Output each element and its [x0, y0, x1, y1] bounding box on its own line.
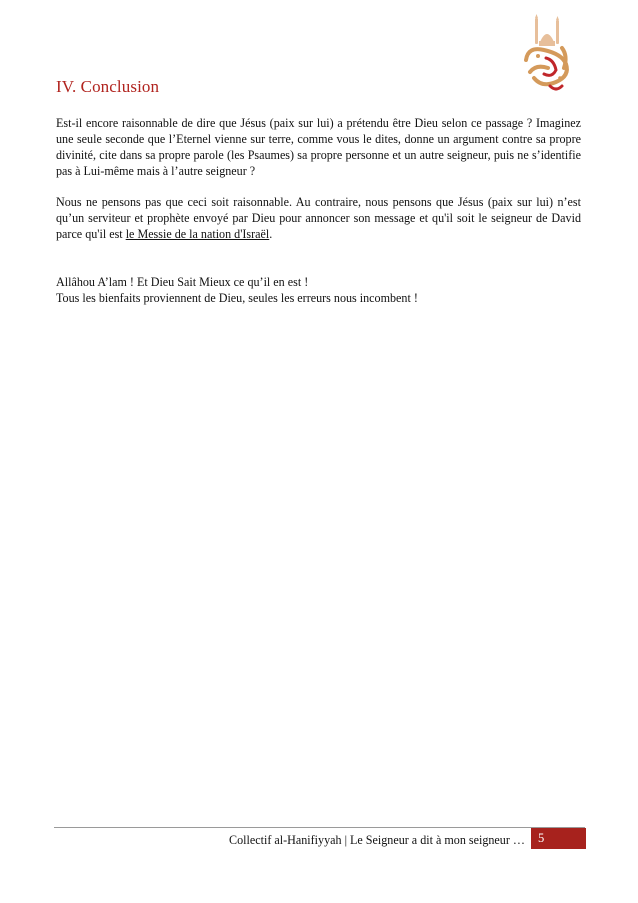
paragraph-answer-text: Nous ne pensons pas que ceci soit raisonnable. Au contraire, nous pensons que Jésus (paix sur lui) n’est qu’un serviteur et prophète envoyé par Dieu pour annoncer son message et qu'il soit le seigneur de David parce qu'il est: [56, 195, 581, 241]
paragraph-question: Est-il encore raisonnable de dire que Jésus (paix sur lui) a prétendu être Dieu selon ce passage ? Imaginez une seule seconde que l’Eternel vienne sur terre, comme vous le dites, donne un argument contre sa propre divinité, cite dans sa propre parole (les Psaumes) sa propre personne et un autre seigneur, puis ne s’identifie pas à Lui-même mais à l’autre seigneur ?: [56, 116, 581, 178]
closing-line-2: Tous les bienfaits proviennent de Dieu, seules les erreurs nous incombent !: [56, 291, 418, 305]
paragraph-answer: [56, 194, 581, 242]
section-heading: IV. Conclusion: [56, 77, 160, 96]
footer-divider: [54, 827, 585, 828]
document-body: [56, 115, 581, 306]
paragraph-spacer: [56, 242, 581, 274]
calligraphy-mosque-logo-icon: [516, 12, 578, 96]
closing-line-1: Allâhou A’lam ! Et Dieu Sait Mieux ce qu’il en est !: [56, 275, 309, 289]
footer-text: Collectif al-Hanifiyyah | Le Seigneur a dit à mon seigneur …: [229, 833, 525, 847]
page-number: 5: [531, 828, 586, 849]
messiah-link[interactable]: le Messie de la nation d'Israël: [125, 227, 270, 241]
paragraph-spacer: [56, 179, 581, 194]
paragraph-answer-end: .: [269, 227, 273, 241]
